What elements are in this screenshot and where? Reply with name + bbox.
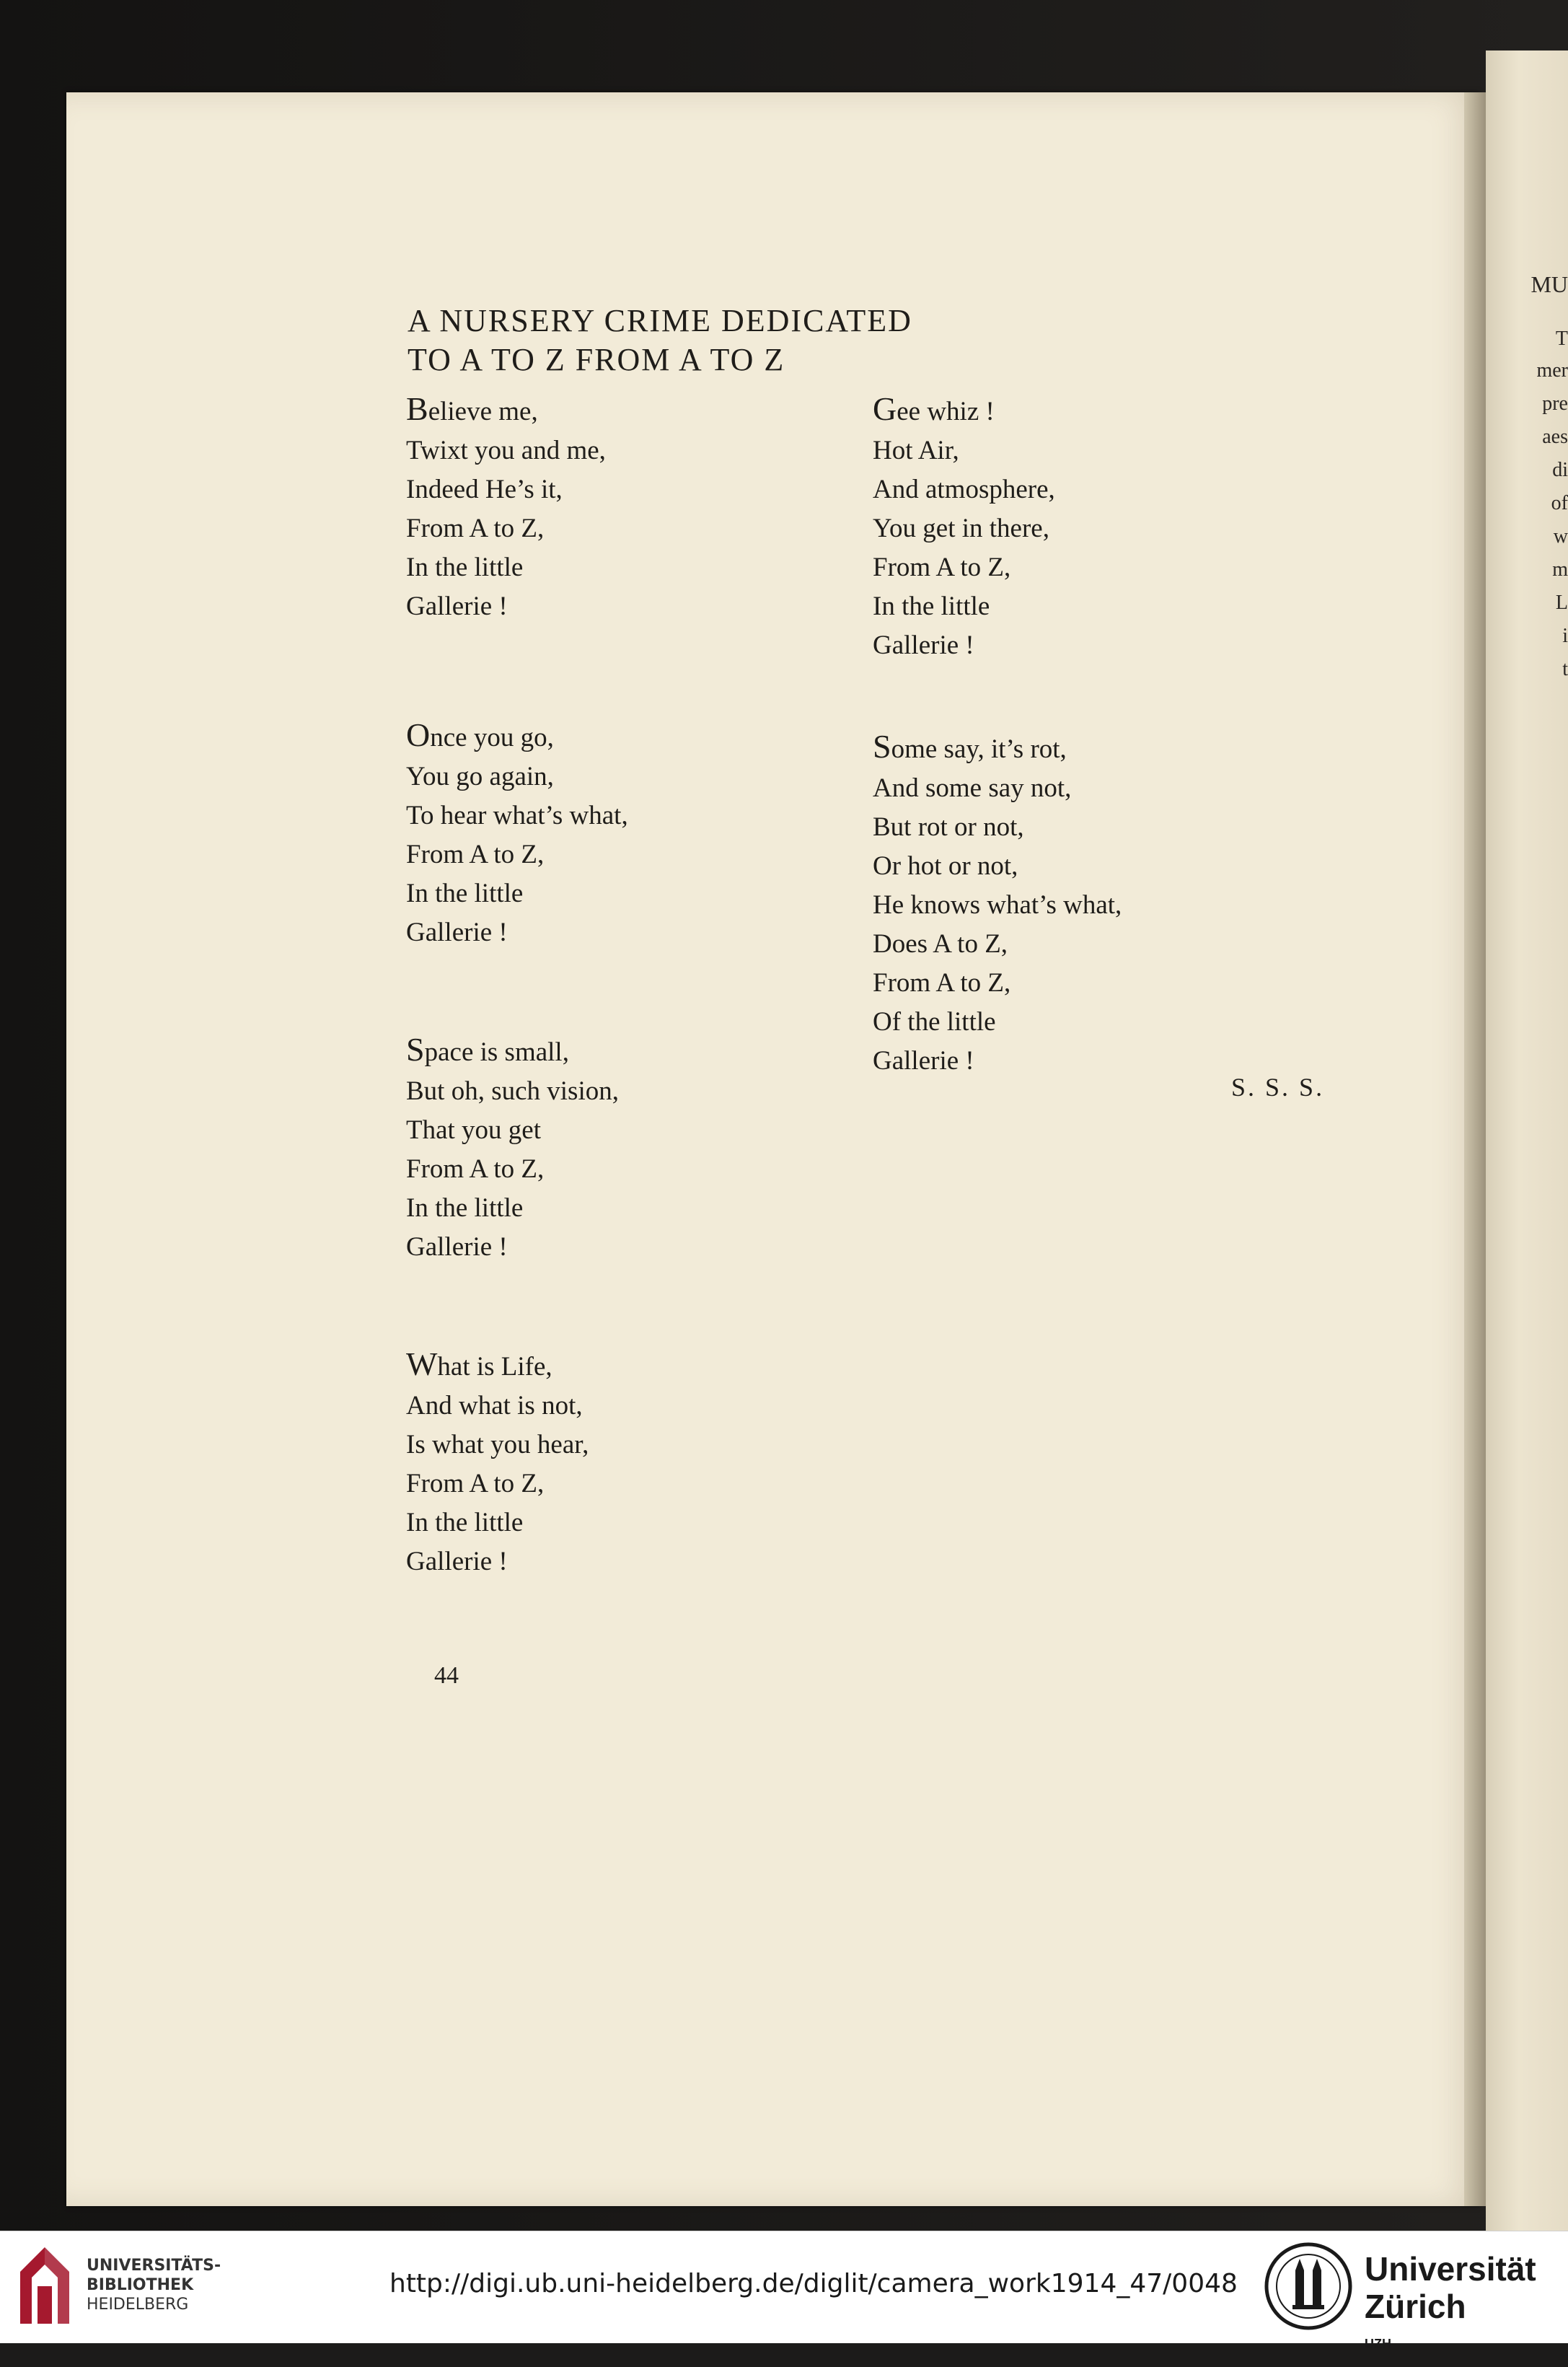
verse-line: But rot or not, — [873, 812, 1024, 842]
verse-line: Gallerie ! — [406, 1547, 508, 1576]
verse-line: Gee whiz ! — [873, 390, 995, 427]
stanza — [406, 716, 628, 952]
verse-line: Space is small, — [406, 1031, 569, 1068]
uzh-name-line — [1365, 2288, 1536, 2367]
verse-line: In the little — [406, 553, 524, 582]
verse-line: That you get — [406, 1115, 542, 1145]
ub-heidelberg-wordmark[interactable] — [87, 2256, 221, 2314]
verse-line: Is what you hear, — [406, 1430, 589, 1459]
verse-line: From A to Z, — [873, 968, 1011, 998]
verse-line: Of the little — [873, 1007, 996, 1037]
stanza — [873, 390, 1122, 665]
stanza-gap — [873, 665, 1122, 727]
verse-line: Gallerie ! — [873, 1046, 974, 1076]
facing-page-fragment: mer — [1536, 359, 1568, 382]
verse-line: Gallerie ! — [406, 592, 508, 621]
facing-page-fragment: i — [1562, 625, 1568, 647]
permalink-url[interactable]: http://digi.ub.uni-heidelberg.de/diglit/camera_work1914_47/0048 — [389, 2269, 1238, 2298]
verse-line: Some say, it’s rot, — [873, 728, 1067, 765]
verse-line: In the little — [873, 592, 990, 621]
facing-page-fragment: MU — [1530, 271, 1568, 297]
verse-line: Indeed He’s it, — [406, 475, 563, 504]
verse-line: Once you go, — [406, 716, 554, 753]
verse-line: You get in there, — [873, 514, 1049, 543]
verse-line: From A to Z, — [406, 1154, 545, 1184]
stanza — [406, 1030, 628, 1267]
uzh-seal-icon[interactable] — [1264, 2241, 1353, 2331]
uzh-name-line: Universität — [1365, 2250, 1536, 2288]
viewer-footer — [0, 2231, 1568, 2351]
facing-page-fragment: di — [1552, 459, 1568, 481]
verse-line: Hot Air, — [873, 436, 959, 465]
stanza-gap — [406, 626, 628, 716]
library-name-line: BIBLIOTHEK — [87, 2276, 194, 2294]
verse-line: And what is not, — [406, 1391, 583, 1420]
verse-line: But oh, such vision, — [406, 1076, 619, 1106]
uzh-wordmark[interactable] — [1365, 2250, 1536, 2367]
stanza-gap — [406, 952, 628, 1030]
poem-title-line-2: TO A TO Z FROM A TO Z — [408, 342, 785, 377]
verse-line: And atmosphere, — [873, 475, 1055, 504]
facing-page-fragment: pre — [1542, 392, 1568, 415]
page-number: 44 — [434, 1662, 459, 1689]
poem-left-column — [406, 390, 628, 1581]
stanza — [406, 390, 628, 626]
verse-line: To hear what’s what, — [406, 801, 628, 830]
verse-line: And some say not, — [873, 773, 1072, 803]
facing-page-edge — [1486, 50, 1568, 2231]
verse-line: In the little — [406, 1193, 524, 1223]
uzh-city: Zürich — [1365, 2288, 1466, 2325]
stanza — [873, 727, 1122, 1081]
stanza-gap — [406, 1267, 628, 1345]
verse-line: Believe me, — [406, 390, 538, 427]
poem-right-column — [873, 390, 1122, 1081]
book-page — [66, 92, 1480, 2206]
library-name-line: UNIVERSITÄTS- — [87, 2257, 221, 2275]
facing-page-fragment: aes — [1542, 426, 1568, 448]
poem-title — [408, 302, 912, 379]
verse-line: You go again, — [406, 762, 554, 791]
facing-page-fragment: w — [1553, 525, 1568, 548]
verse-line: Gallerie ! — [406, 1232, 508, 1262]
verse-line: What is Life, — [406, 1345, 552, 1382]
verse-line: He knows what’s what, — [873, 890, 1122, 920]
library-name-line: HEIDELBERG — [87, 2296, 189, 2314]
verse-line: From A to Z, — [873, 553, 1011, 582]
ub-heidelberg-logo-icon[interactable] — [16, 2243, 74, 2328]
poem-title-line-1: A NURSERY CRIME DEDICATED — [408, 303, 912, 338]
verse-line: Gallerie ! — [873, 631, 974, 660]
facing-page-fragment: T — [1555, 328, 1568, 350]
facing-page-fragment: L — [1555, 592, 1568, 614]
verse-line: From A to Z, — [406, 514, 545, 543]
uzh-abbrev: UZH — [1365, 2337, 1391, 2351]
verse-line: Gallerie ! — [406, 918, 508, 947]
author-signature: S. S. S. — [1231, 1073, 1325, 1102]
verse-line: In the little — [406, 1508, 524, 1537]
facing-page-fragment: of — [1551, 492, 1568, 514]
verse-line: Or hot or not, — [873, 851, 1018, 881]
facing-page-fragment: t — [1562, 658, 1568, 680]
facing-page-fragment: m — [1552, 558, 1568, 581]
verse-line: Does A to Z, — [873, 929, 1008, 959]
verse-line: From A to Z, — [406, 1469, 545, 1498]
stanza — [406, 1345, 628, 1581]
page-gutter — [1464, 92, 1486, 2206]
verse-line: In the little — [406, 879, 524, 908]
verse-line: From A to Z, — [406, 840, 545, 869]
verse-line: Twixt you and me, — [406, 436, 606, 465]
